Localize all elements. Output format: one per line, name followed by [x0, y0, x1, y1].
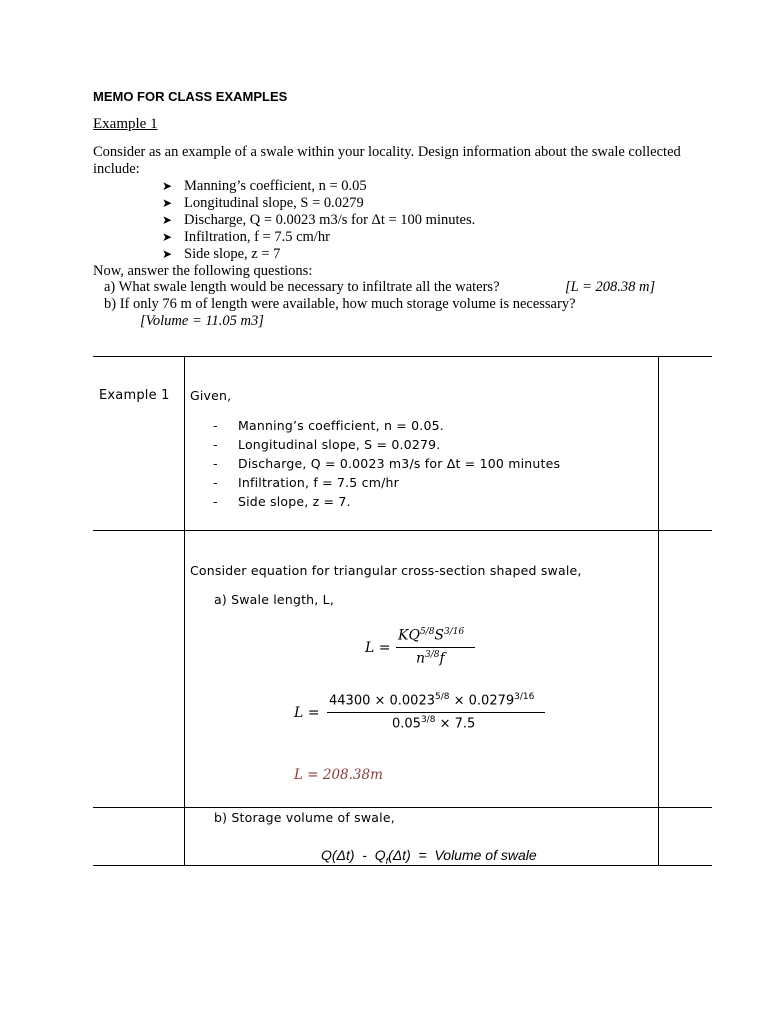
given-item-slope: Longitudinal slope, S = 0.0279. — [238, 437, 441, 452]
dash-bullet: - — [213, 475, 218, 490]
dash-bullet: - — [213, 456, 218, 471]
given-item-discharge: Discharge, Q = 0.0023 m3/s for Δt = 100 minutes — [238, 456, 561, 471]
example-heading: Example 1 — [93, 116, 158, 132]
arrow-bullet-icon: ➤ — [162, 196, 173, 210]
given-label: Given, — [190, 388, 232, 403]
bullet-text: Infiltration, f = 7.5 cm/hr — [184, 229, 330, 245]
formula-denominator: $n^{3/8}f$ — [416, 650, 445, 667]
row-label-example-1: Example 1 — [99, 388, 170, 403]
formula-lhs: L = — [365, 640, 391, 656]
arrow-bullet-icon: ➤ — [162, 247, 173, 261]
substituted-lhs: L = — [294, 705, 320, 721]
answer-b: [Volume = 11.05 m3] — [140, 313, 264, 329]
table-column-divider — [184, 356, 185, 865]
bullet-manning — [162, 178, 367, 195]
part-b-label: b) Storage volume of swale, — [214, 810, 395, 825]
dash-bullet: - — [213, 437, 218, 452]
bullet-discharge — [162, 212, 475, 229]
given-item-side-slope: Side slope, z = 7. — [238, 494, 351, 509]
question-a: a) What swale length would be necessary to infiltrate all the waters? — [104, 279, 500, 295]
volume-equation: $Q(\Delta t) - Q_f(\Delta t)$ = Volume of swale — [321, 847, 537, 866]
consider-equation-text: Consider equation for triangular cross-section shaped swale, — [190, 563, 582, 578]
substituted-fraction-bar — [327, 712, 545, 713]
intro-paragraph: Consider as an example of a swale within your locality. Design information about the swale collected include: — [93, 144, 681, 177]
dash-bullet: - — [213, 418, 218, 433]
bullet-text: Discharge, Q = 0.0023 m3/s for Δt = 100 minutes. — [184, 212, 476, 228]
memo-title: MEMO FOR CLASS EXAMPLES — [93, 89, 288, 104]
bullet-slope — [162, 195, 364, 212]
substituted-numerator: $44300 \times 0.0023^{5/8} \times 0.0279^{3/16}$ — [329, 692, 535, 709]
result-value: L = 208.38m — [294, 767, 383, 783]
questions-intro: Now, answer the following questions: — [93, 263, 313, 279]
table-border-top — [93, 356, 712, 357]
arrow-bullet-icon: ➤ — [162, 213, 173, 227]
bullet-text: Manning’s coefficient, n = 0.05 — [184, 178, 367, 194]
arrow-bullet-icon: ➤ — [162, 179, 173, 193]
table-row-divider — [93, 807, 712, 808]
dash-bullet: - — [213, 494, 218, 509]
given-item-infiltration: Infiltration, f = 7.5 cm/hr — [238, 475, 399, 490]
given-item-manning: Manning’s coefficient, n = 0.05. — [238, 418, 444, 433]
bullet-infiltration — [162, 229, 330, 246]
part-a-label: a) Swale length, L, — [214, 592, 334, 607]
formula-numerator: $KQ^{5/8}S^{3/16}$ — [398, 627, 465, 644]
answer-a: [L = 208.38 m] — [565, 279, 656, 295]
substituted-denominator: $0.05^{3/8} \times 7.5$ — [392, 715, 476, 732]
bullet-text: Side slope, z = 7 — [184, 246, 281, 262]
table-column-divider — [658, 356, 659, 865]
table-row-divider — [93, 530, 712, 531]
arrow-bullet-icon: ➤ — [162, 230, 173, 244]
formula-fraction-bar — [396, 647, 475, 648]
bullet-text: Longitudinal slope, S = 0.0279 — [184, 195, 364, 211]
bullet-side-slope — [162, 246, 280, 263]
question-b: b) If only 76 m of length were available, how much storage volume is necessary? — [104, 296, 576, 312]
